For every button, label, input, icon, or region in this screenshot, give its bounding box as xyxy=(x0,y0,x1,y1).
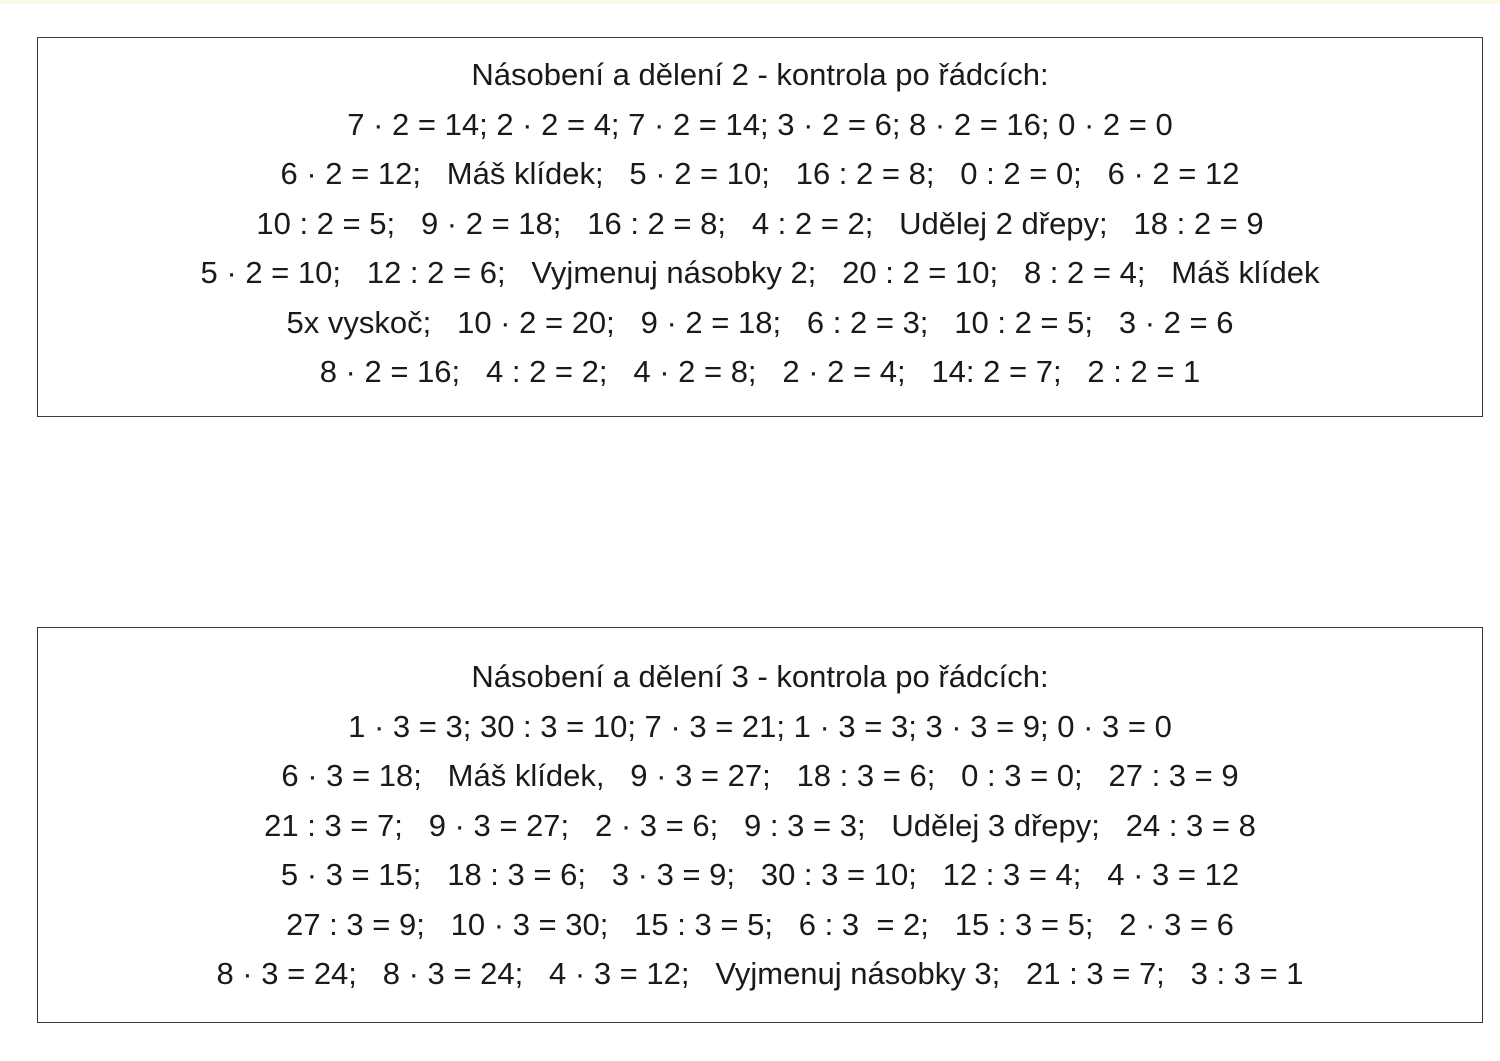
box-title: Násobení a dělení 3 - kontrola po řádcích: xyxy=(471,659,1049,694)
answer-row: 10 : 2 = 5; 9 · 2 = 18; 16 : 2 = 8; 4 : 2 = 2; Udělej 2 dřepy; 18 : 2 = 9 xyxy=(256,205,1264,241)
answer-row: 5x vyskoč; 10 · 2 = 20; 9 · 2 = 18; 6 : 2 = 3; 10 : 2 = 5; 3 · 2 = 6 xyxy=(286,304,1234,340)
answer-box-content xyxy=(38,652,1482,999)
box-title: Násobení a dělení 2 - kontrola po řádcích: xyxy=(471,57,1049,92)
answer-row: 6 · 3 = 18; Máš klídek, 9 · 3 = 27; 18 : 3 = 6; 0 : 3 = 0; 27 : 3 = 9 xyxy=(281,758,1239,793)
answer-row: 7 · 2 = 14; 2 · 2 = 4; 7 · 2 = 14; 3 · 2 = 6; 8 · 2 = 16; 0 · 2 = 0 xyxy=(347,106,1173,142)
answer-row: 6 · 2 = 12; Máš klídek; 5 · 2 = 10; 16 : 2 = 8; 0 : 2 = 0; 6 · 2 = 12 xyxy=(280,156,1240,191)
answer-row: 8 · 3 = 24; 8 · 3 = 24; 4 · 3 = 12; Vyjmenuj násobky 3; 21 : 3 = 7; 3 : 3 = 1 xyxy=(216,956,1304,991)
answer-box-multiplication-2 xyxy=(37,37,1483,417)
answer-row: 27 : 3 = 9; 10 · 3 = 30; 15 : 3 = 5; 6 : 3 = 2; 15 : 3 = 5; 2 · 3 = 6 xyxy=(286,906,1234,942)
answer-row: 21 : 3 = 7; 9 · 3 = 27; 2 · 3 = 6; 9 : 3 = 3; Udělej 3 dřepy; 24 : 3 = 8 xyxy=(264,807,1256,843)
answer-row: 5 · 3 = 15; 18 : 3 = 6; 3 · 3 = 9; 30 : 3 = 10; 12 : 3 = 4; 4 · 3 = 12 xyxy=(280,857,1240,892)
answer-box-multiplication-3 xyxy=(37,627,1483,1023)
answer-row: 5 · 2 = 10; 12 : 2 = 6; Vyjmenuj násobky 2; 20 : 2 = 10; 8 : 2 = 4; Máš klídek xyxy=(200,255,1320,290)
top-strip xyxy=(0,0,1500,4)
answer-row: 8 · 2 = 16; 4 : 2 = 2; 4 · 2 = 8; 2 · 2 = 4; 14: 2 = 7; 2 : 2 = 1 xyxy=(319,354,1201,389)
answer-box-content xyxy=(38,50,1482,397)
answer-row: 1 · 3 = 3; 30 : 3 = 10; 7 · 3 = 21; 1 · 3 = 3; 3 · 3 = 9; 0 · 3 = 0 xyxy=(348,708,1172,744)
